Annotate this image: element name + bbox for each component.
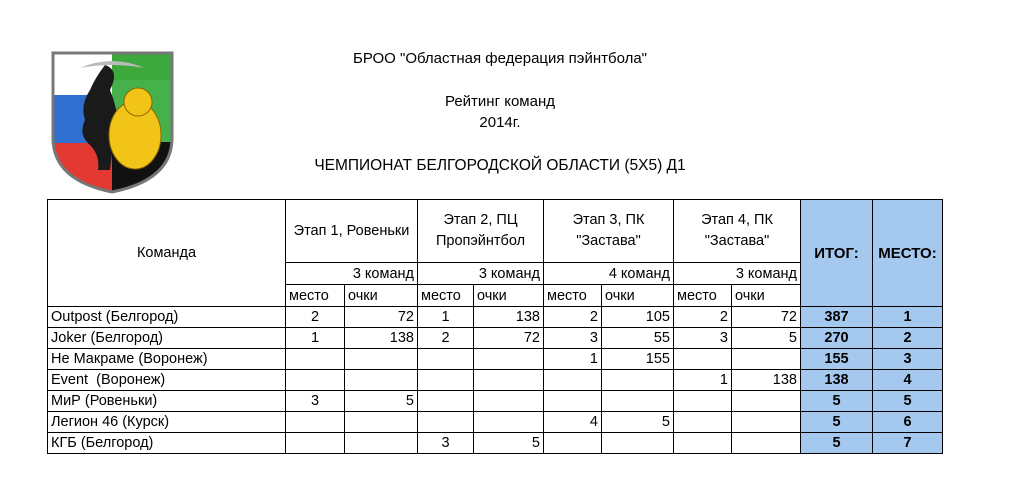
stage-2-place [418,391,474,412]
points-col-header: очки [345,285,418,307]
rating-table [47,199,943,454]
total-value: 387 [801,307,873,328]
place-col-header: место [674,285,732,307]
team-name: МиР (Ровеньки) [48,391,286,412]
team-name: Легион 46 (Курск) [48,412,286,433]
stage-1-points: 138 [345,328,418,349]
table-row [48,412,943,433]
stage-4-points: 138 [732,370,801,391]
stage-2-points: 72 [474,328,544,349]
table-row [48,328,943,349]
total-value: 138 [801,370,873,391]
table-row [48,391,943,412]
total-value: 5 [801,391,873,412]
stage-3-teams: 4 команд [544,263,674,285]
organization-title: БРОО "Областная федерация пэйнтбола" [352,50,648,67]
stage-3-points [602,391,674,412]
stage-4-place: 3 [674,328,732,349]
place-col-header: место [544,285,602,307]
stage-4-points [732,412,801,433]
place-value: 1 [873,307,943,328]
stage-4-place: 1 [674,370,732,391]
stage-2-place: 2 [418,328,474,349]
stage-2-place: 3 [418,433,474,454]
stage-3-place [544,391,602,412]
points-col-header: очки [602,285,674,307]
table-row [48,307,943,328]
stage-1-points [345,370,418,391]
place-value: 7 [873,433,943,454]
stage-3-points: 155 [602,349,674,370]
place-value: 5 [873,391,943,412]
total-header: ИТОГ: [801,200,873,307]
stage-3-place: 2 [544,307,602,328]
stage-3-points: 5 [602,412,674,433]
place-value: 4 [873,370,943,391]
stage-2-points [474,391,544,412]
team-name: КГБ (Белгород) [48,433,286,454]
stage-3-points: 105 [602,307,674,328]
stage-4-header: Этап 4, ПК "Застава" [674,200,801,263]
points-col-header: очки [474,285,544,307]
stage-2-points [474,412,544,433]
stage-1-points [345,349,418,370]
stage-1-place: 2 [286,307,345,328]
stage-1-points: 72 [345,307,418,328]
place-col-header: место [418,285,474,307]
stage-1-place [286,349,345,370]
stage-1-points [345,412,418,433]
stage-3-place: 3 [544,328,602,349]
stage-2-place [418,412,474,433]
stage-2-place [418,370,474,391]
place-col-header: место [286,285,345,307]
stage-1-place [286,433,345,454]
stage-1-place: 3 [286,391,345,412]
team-name: Outpost (Белгород) [48,307,286,328]
stage-1-place [286,370,345,391]
stage-2-place: 1 [418,307,474,328]
stage-1-points [345,433,418,454]
year-label: 2014г. [479,114,521,131]
stage-2-header: Этап 2, ПЦ Пропэйнтбол [418,200,544,263]
stage-3-points [602,433,674,454]
stage-3-place [544,370,602,391]
stage-4-place [674,412,732,433]
place-value: 2 [873,328,943,349]
team-name: Joker (Белгород) [48,328,286,349]
stage-2-points [474,349,544,370]
stage-4-points: 5 [732,328,801,349]
stage-4-place [674,349,732,370]
stage-2-points: 138 [474,307,544,328]
stage-1-teams: 3 команд [286,263,418,285]
stage-3-place: 4 [544,412,602,433]
stage-2-place [418,349,474,370]
stage-4-place: 2 [674,307,732,328]
stage-1-place: 1 [286,328,345,349]
place-header: МЕСТО: [873,200,943,307]
rating-title: Рейтинг команд [444,93,555,110]
total-value: 5 [801,433,873,454]
stage-4-teams: 3 команд [674,263,801,285]
stage-2-teams: 3 команд [418,263,544,285]
stage-4-points: 72 [732,307,801,328]
total-value: 270 [801,328,873,349]
stage-1-header: Этап 1, Ровеньки [286,200,418,263]
points-col-header: очки [732,285,801,307]
total-value: 5 [801,412,873,433]
team-header: Команда [48,200,286,307]
table-row [48,349,943,370]
table-row [48,433,943,454]
stage-4-place [674,391,732,412]
stage-4-points [732,391,801,412]
total-value: 155 [801,349,873,370]
stage-4-points [732,349,801,370]
stage-3-header: Этап 3, ПК "Застава" [544,200,674,263]
stage-2-points: 5 [474,433,544,454]
stage-2-points [474,370,544,391]
stage-4-place [674,433,732,454]
stage-3-place: 1 [544,349,602,370]
stage-3-points [602,370,674,391]
team-name: Не Макраме (Воронеж) [48,349,286,370]
place-value: 3 [873,349,943,370]
table-row [48,370,943,391]
team-name: Event (Воронеж) [48,370,286,391]
stage-4-points [732,433,801,454]
stage-3-points: 55 [602,328,674,349]
coat-of-arms-emblem [50,50,175,195]
place-value: 6 [873,412,943,433]
championship-title: ЧЕМПИОНАТ БЕЛГОРОДСКОЙ ОБЛАСТИ (5Х5) Д1 [314,157,686,174]
stage-3-place [544,433,602,454]
stage-1-place [286,412,345,433]
stage-1-points: 5 [345,391,418,412]
